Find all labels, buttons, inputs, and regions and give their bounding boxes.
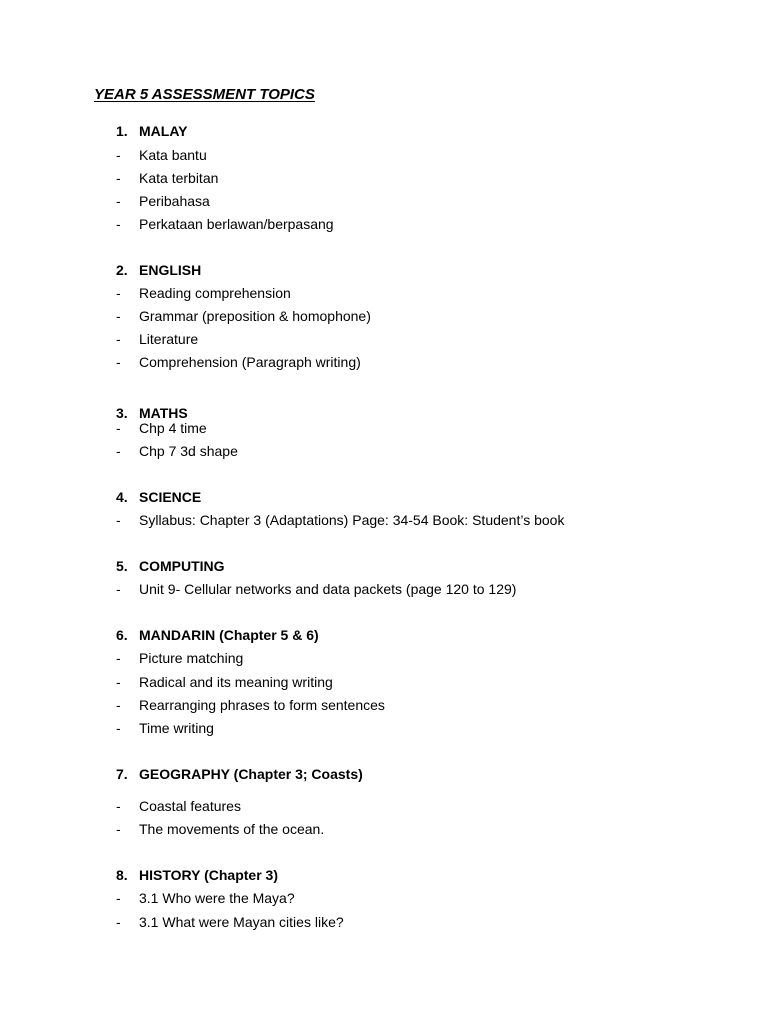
bullet-dash: - — [116, 650, 121, 666]
bullet-dash: - — [116, 443, 121, 459]
section-title: HISTORY (Chapter 3) — [139, 867, 278, 883]
list-item-text: Kata terbitan — [139, 170, 219, 186]
section-title: GEOGRAPHY (Chapter 3; Coasts) — [139, 766, 363, 782]
list-item-text: 3.1 Who were the Maya? — [139, 890, 295, 906]
bullet-dash: - — [116, 147, 121, 163]
section-number: 2. — [116, 262, 128, 278]
list-item-text: Radical and its meaning writing — [139, 674, 333, 690]
list-item-text: Comprehension (Paragraph writing) — [139, 354, 361, 370]
section-title: SCIENCE — [139, 489, 202, 505]
section-heading-history — [116, 866, 278, 884]
bullet-dash: - — [116, 674, 121, 690]
list-item — [116, 215, 334, 233]
section-heading-mandarin — [116, 626, 319, 644]
section-title: COMPUTING — [139, 558, 225, 574]
list-item-text: Time writing — [139, 720, 214, 736]
list-item — [116, 719, 214, 737]
list-item-text: Rearranging phrases to form sentences — [139, 697, 385, 713]
bullet-dash: - — [116, 420, 121, 436]
section-heading-english — [116, 261, 201, 279]
list-item-text: Coastal features — [139, 798, 241, 814]
section-number: 3. — [116, 405, 128, 421]
section-heading-geography — [116, 765, 363, 783]
bullet-dash: - — [116, 697, 121, 713]
list-item-text: The movements of the ocean. — [139, 821, 325, 837]
list-item — [116, 307, 371, 325]
bullet-dash: - — [116, 216, 121, 232]
bullet-dash: - — [116, 285, 121, 301]
bullet-dash: - — [116, 331, 121, 347]
list-item-text: Unit 9- Cellular networks and data packets (page 120 to 129) — [139, 581, 517, 597]
list-item-text: Kata bantu — [139, 147, 207, 163]
list-item — [116, 419, 207, 437]
list-item — [116, 696, 385, 714]
list-item — [116, 169, 218, 187]
list-item-text: Peribahasa — [139, 193, 210, 209]
section-title: MALAY — [139, 123, 188, 139]
section-number: 1. — [116, 123, 128, 139]
bullet-dash: - — [116, 821, 121, 837]
list-item — [116, 330, 198, 348]
list-item — [116, 580, 516, 598]
list-item-text: Reading comprehension — [139, 285, 291, 301]
section-number: 7. — [116, 766, 128, 782]
bullet-dash: - — [116, 308, 121, 324]
page-title: YEAR 5 ASSESSMENT TOPICS — [94, 86, 315, 103]
list-item — [116, 353, 361, 371]
bullet-dash: - — [116, 170, 121, 186]
bullet-dash: - — [116, 720, 121, 736]
list-item — [116, 284, 291, 302]
list-item — [116, 913, 344, 931]
bullet-dash: - — [116, 890, 121, 906]
bullet-dash: - — [116, 798, 121, 814]
list-item — [116, 797, 241, 815]
section-title: ENGLISH — [139, 262, 202, 278]
list-item-text: Literature — [139, 331, 199, 347]
bullet-dash: - — [116, 581, 121, 597]
section-number: 4. — [116, 489, 128, 505]
section-heading-computing — [116, 557, 225, 575]
list-item-text: Syllabus: Chapter 3 (Adaptations) Page: 34-54 Book: Student’s book — [139, 512, 565, 528]
section-number: 6. — [116, 627, 128, 643]
list-item — [116, 146, 207, 164]
list-item — [116, 673, 333, 691]
list-item — [116, 442, 238, 460]
list-item — [116, 889, 295, 907]
section-heading-science — [116, 488, 201, 506]
list-item-text: Picture matching — [139, 650, 244, 666]
section-number: 5. — [116, 558, 128, 574]
bullet-dash: - — [116, 512, 121, 528]
list-item-text: 3.1 What were Mayan cities like? — [139, 914, 344, 930]
section-number: 8. — [116, 867, 128, 883]
section-heading-malay — [116, 122, 188, 140]
list-item — [116, 649, 243, 667]
list-item-text: Chp 7 3d shape — [139, 443, 238, 459]
list-item — [116, 192, 210, 210]
section-title: MATHS — [139, 405, 188, 421]
bullet-dash: - — [116, 354, 121, 370]
bullet-dash: - — [116, 193, 121, 209]
list-item-text: Grammar (preposition & homophone) — [139, 308, 371, 324]
list-item — [116, 820, 324, 838]
section-title: MANDARIN (Chapter 5 & 6) — [139, 627, 319, 643]
list-item-text: Perkataan berlawan/berpasang — [139, 216, 334, 232]
bullet-dash: - — [116, 914, 121, 930]
list-item-text: Chp 4 time — [139, 420, 207, 436]
list-item — [116, 511, 564, 529]
